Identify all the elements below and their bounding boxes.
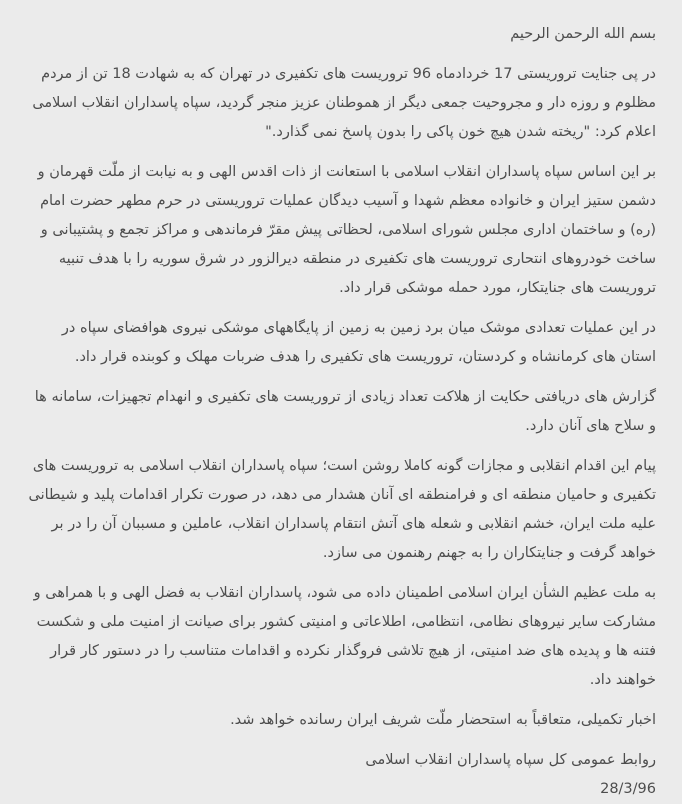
bismillah-heading: بسم الله الرحمن الرحیم: [510, 26, 656, 42]
paragraph-attack-announcement: در پی جنایت تروریستی 17 خردادماه 96 تروریست های تکفیری در تهران که به شهادت 18 تن از مردم مظلوم و روزه دار و مجروحیت جمعی دیگر از هموطنان عزیز منجر گردید، سپاه پاسداران انقلاب اسلامی اعلام کرد: "ریخته شدن هیچ خون پاکی را بدون پاسخ نمی گذارد.": [32, 66, 656, 140]
paragraph-assurance: به ملت عظیم الشأن ایران اسلامی اطمینان داده می شود، پاسداران انقلاب به فضل الهی و با همراهی و مشارکت سایر نیروهای نظامی، انتظامی، اطلاعاتی و امنیتی کشور برای صیانت از امنیت ملی و شکست فتنه ها و پدیده های ضد امنیتی، از هیچ تلاشی فروگذار نکرده و اقدامات متناسب را در دستور کار قرار خواهند داد.: [33, 585, 656, 688]
signature-block: [24, 746, 656, 804]
paragraph-launch-bases: در این عملیات تعدادی موشک میان برد زمین به زمین از پایگاههای موشکی نیروی هوافضای سپاه در استان های کرمانشاه و کردستان، تروریست های تکفیری را هدف ضربات مهلک و کوبنده قرار داد.: [61, 320, 656, 365]
paragraph-casualty-reports: گزارش های دریافتی حکایت از هلاکت تعداد زیادی از تروریست های تکفیری و انهدام تجهیزات، سامانه ها و سلاح های آنان دارد.: [34, 389, 656, 434]
signature-organization: روابط عمومی کل سپاه پاسداران انقلاب اسلامی: [365, 752, 656, 768]
paragraph-warning-message: پیام این اقدام انقلابی و مجازات گونه کاملا روشن است؛ سپاه پاسداران انقلاب اسلامی به تروریست های تکفیری و حامیان منطقه ای و فرامنطقه ای آنان هشدار می دهد، در صورت تکرار اقدامات پلید و شیطانی علیه ملت ایران، خشم انقلابی و شعله های آتش انتقام پاسداران انقلاب، عاملین و مسببان آن را در بر خواهد گرفت و جنایتکاران را به جهنم رهنمون می سازد.: [28, 458, 656, 561]
signature-date: 28/3/96: [600, 781, 656, 797]
paragraph-missile-strike: بر این اساس سپاه پاسداران انقلاب اسلامی با استعانت از ذات اقدس الهی و به نیابت از ملّت قهرمان و دشمن ستیز ایران و خانواده معظم شهدا و آسیب دیدگان عملیات تروریستی در حرم مطهر حضرت امام (ره) و ساختمان اداری مجلس شورای اسلامی، لحظاتی پیش مقرّ فرماندهی و مراکز تجمع و پشتیبانی و ساخت خودروهای انتحاری تروریست های تکفیری در منطقه دیرالزور در شرق سوریه را با هدف تنبیه تروریست های جنایتکار، مورد حمله موشکی قرار داد.: [37, 164, 656, 296]
paragraph-followup-news: اخبار تکمیلی، متعاقباً به استحضار ملّت شریف ایران رسانده خواهد شد.: [230, 712, 656, 728]
